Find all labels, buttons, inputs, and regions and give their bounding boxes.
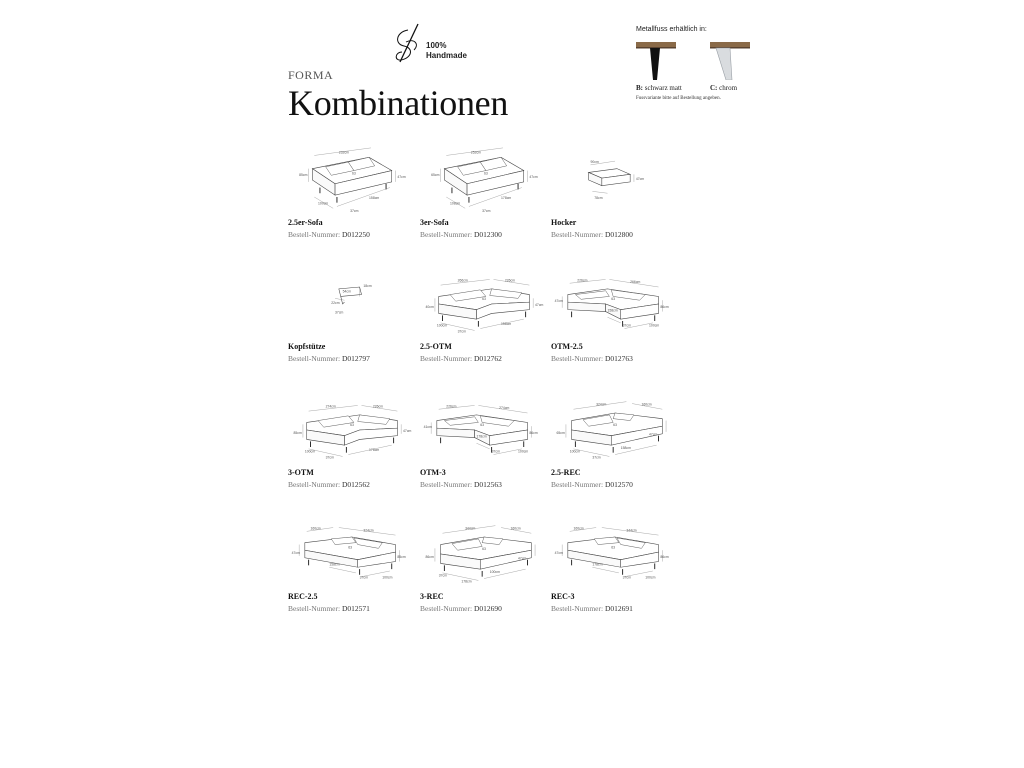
- dimension-label: 37cm: [457, 329, 466, 334]
- dimension-label: 100cm: [436, 323, 448, 328]
- dimension-label: 100cm: [645, 575, 656, 580]
- dimension-label: 344cm: [465, 526, 476, 531]
- order-number-code: D012300: [473, 230, 502, 239]
- dimension-label: 47cm: [397, 175, 406, 180]
- leg-b-name: schwarz matt: [644, 84, 682, 92]
- order-number-line: [551, 604, 633, 613]
- dimension-label: 252cm: [470, 150, 482, 155]
- sofa-diagram: [420, 270, 550, 338]
- combination-name: 3-REC: [420, 592, 444, 601]
- dimension-label: 178cm: [592, 562, 603, 567]
- dimension-label: 18cm: [363, 284, 372, 288]
- combination-item: [288, 146, 418, 256]
- dimension-label: 344cm: [626, 528, 637, 533]
- needle-thread-icon: [392, 22, 426, 66]
- order-number-code: D012250: [341, 230, 370, 239]
- dimension-label: 158cm: [369, 195, 380, 200]
- dimension-label: 63: [611, 545, 616, 550]
- order-number-line: [288, 230, 370, 239]
- sofa-diagram: [288, 396, 418, 464]
- dimension-label: 90cm: [590, 160, 599, 164]
- dimension-label: 100cm: [382, 575, 393, 580]
- order-number-label: Bestell-Nummer:: [288, 354, 341, 363]
- order-number-code: D012690: [473, 604, 502, 613]
- dimension-label: 47cm: [291, 551, 300, 555]
- order-number-line: [420, 230, 502, 239]
- dimension-label: 226cm: [372, 404, 384, 409]
- order-number-label: Bestell-Nummer:: [288, 230, 341, 239]
- handmade-line1: 100%: [426, 41, 447, 50]
- order-number-label: Bestell-Nummer:: [551, 480, 604, 489]
- dimension-label: 37cm: [592, 455, 601, 460]
- dimension-label: 324cm: [363, 528, 374, 533]
- dimension-label: 100cm: [569, 449, 580, 454]
- order-number-label: Bestell-Nummer:: [551, 230, 604, 239]
- combination-name: 3-OTM: [288, 468, 314, 477]
- combination-name: OTM-3: [420, 468, 446, 477]
- order-number-line: [288, 480, 370, 489]
- dimension-label: 274cm: [499, 406, 510, 411]
- dimension-label: 63: [350, 423, 354, 428]
- dimension-label: 86cm: [425, 554, 434, 559]
- combination-name: REC-3: [551, 592, 575, 601]
- combination-name: Hocker: [551, 218, 577, 227]
- handmade-text: [426, 41, 467, 61]
- combination-name: 2.5-REC: [551, 468, 581, 477]
- handmade-line2: Handmade: [426, 51, 467, 60]
- order-number-label: Bestell-Nummer:: [288, 604, 341, 613]
- dimension-label: 37cm: [622, 575, 631, 580]
- combination-item: [420, 520, 550, 630]
- order-number-code: D012571: [341, 604, 370, 613]
- order-number-code: D012763: [604, 354, 633, 363]
- dimension-label: 37cm: [359, 575, 368, 580]
- order-number-code: D012800: [604, 230, 633, 239]
- dimension-label: 47cm: [649, 432, 658, 437]
- order-number-label: Bestell-Nummer:: [288, 480, 341, 489]
- order-number-line: [551, 480, 633, 489]
- sofa-diagram: [288, 270, 418, 338]
- dimension-label: 178cm: [369, 447, 380, 452]
- order-number-line: [551, 230, 633, 239]
- dimension-label: 63: [611, 297, 616, 302]
- dimension-label: 37cm: [491, 449, 500, 454]
- sofa-diagram: [551, 396, 681, 464]
- combination-name: 2.5er-Sofa: [288, 218, 323, 227]
- leg-option-c: [710, 84, 737, 92]
- combination-item: [288, 270, 418, 380]
- dimension-label: 37cm: [350, 209, 359, 214]
- combination-item: [420, 396, 550, 506]
- dimension-label: 65cm: [556, 430, 565, 435]
- leg-c-code: C:: [710, 84, 718, 92]
- order-number-code: D012562: [341, 480, 370, 489]
- order-number-line: [288, 604, 370, 613]
- dimension-label: 158cm: [329, 562, 340, 567]
- dimension-label: 86cm: [660, 554, 669, 559]
- combination-item: [551, 520, 681, 630]
- dimension-label: 160cm: [310, 526, 321, 531]
- dimension-label: 158cm: [607, 308, 618, 313]
- sofa-diagram: [551, 270, 681, 338]
- order-number-label: Bestell-Nummer:: [551, 354, 604, 363]
- legs-note: Fussvariante bitte auf Bestellung angeben.: [636, 96, 721, 101]
- combination-item: [288, 396, 418, 506]
- combination-name: 3er-Sofa: [420, 218, 449, 227]
- order-number-line: [551, 354, 633, 363]
- dimension-label: 54cm: [342, 289, 351, 294]
- sofa-diagram: [420, 146, 550, 214]
- dimension-label: 63: [352, 171, 356, 176]
- dimension-label: 100cm: [318, 201, 329, 206]
- combination-item: [551, 270, 681, 380]
- dimension-label: 266cm: [457, 278, 468, 283]
- combination-name: 2.5-OTM: [420, 342, 452, 351]
- dimension-label: 178cm: [501, 195, 512, 200]
- dimension-label: 178cm: [476, 434, 487, 439]
- combination-name: REC-2.5: [288, 592, 318, 601]
- dimension-label: 274cm: [325, 404, 336, 409]
- dimension-label: 85cm: [299, 173, 308, 178]
- series-name: FORMA: [288, 68, 334, 82]
- combination-item: [420, 146, 550, 256]
- dimension-label: 37cm: [622, 323, 631, 328]
- order-number-code: D012762: [473, 354, 502, 363]
- order-number-code: D012691: [604, 604, 633, 613]
- order-number-label: Bestell-Nummer:: [420, 230, 473, 239]
- dimension-label: 232cm: [338, 150, 350, 155]
- dimension-label: 41cm: [423, 425, 432, 430]
- dimension-label: 85cm: [293, 430, 302, 435]
- order-number-label: Bestell-Nummer:: [551, 604, 604, 613]
- dimension-label: 63: [484, 171, 488, 176]
- chrome-leg-icon: [710, 40, 750, 80]
- dimension-label: 63: [613, 423, 617, 428]
- dimension-label: 266cm: [630, 280, 641, 285]
- dimension-label: 86cm: [660, 304, 669, 309]
- dimension-label: 47cm: [554, 551, 563, 555]
- order-number-label: Bestell-Nummer:: [420, 480, 473, 489]
- dimension-label: 37cm: [335, 310, 344, 315]
- sofa-diagram: [288, 146, 418, 214]
- dimension-label: 47cm: [529, 175, 538, 180]
- order-number-code: D012570: [604, 480, 633, 489]
- dimension-label: 160cm: [641, 402, 652, 407]
- handmade-logo: [392, 22, 492, 70]
- dimension-label: 226cm: [504, 278, 516, 283]
- combination-item: [551, 146, 681, 256]
- dimension-label: 40cm: [425, 304, 434, 309]
- dimension-label: 63: [348, 545, 353, 550]
- order-number-label: Bestell-Nummer:: [420, 354, 473, 363]
- page-title: Kombinationen: [288, 83, 509, 123]
- combination-item: [288, 520, 418, 630]
- dimension-label: 158cm: [620, 445, 631, 450]
- sofa-diagram: [420, 520, 550, 588]
- black-leg-shape: [650, 48, 660, 80]
- dimension-label: 108cm: [450, 201, 461, 206]
- dimension-label: 78cm: [594, 195, 603, 200]
- leg-options: [636, 26, 786, 116]
- dimension-label: 160cm: [510, 526, 521, 531]
- dimension-label: 22cm: [331, 301, 340, 305]
- order-number-code: D012797: [341, 354, 370, 363]
- legs-heading: Metallfuss erhältlich in:: [636, 26, 707, 33]
- dimension-label: 65cm: [431, 173, 440, 178]
- dimension-label: 158cm: [501, 321, 512, 326]
- combination-name: Kopfstütze: [288, 342, 326, 351]
- order-number-label: Bestell-Nummer:: [420, 604, 473, 613]
- combination-item: [551, 396, 681, 506]
- leg-option-b: [636, 84, 682, 92]
- dimension-label: 100cm: [518, 449, 529, 454]
- dimension-label: 100cm: [489, 569, 500, 574]
- dimension-label: 63: [482, 297, 486, 302]
- order-number-code: D012563: [473, 480, 502, 489]
- dimension-label: 47cm: [403, 428, 412, 433]
- dimension-label: 178cm: [461, 579, 472, 584]
- dimension-label: 226cm: [577, 278, 588, 283]
- dimension-label: 63: [480, 423, 485, 428]
- sofa-diagram: [551, 520, 681, 588]
- dimension-label: 100cm: [304, 449, 316, 454]
- order-number-line: [420, 480, 502, 489]
- dimension-label: 47cm: [635, 177, 645, 181]
- leg-b-code: B:: [636, 84, 643, 92]
- dimension-label: 47cm: [535, 302, 544, 307]
- order-number-line: [288, 354, 370, 363]
- sofa-diagram: [420, 396, 550, 464]
- combination-name: OTM-2.5: [551, 342, 583, 351]
- order-number-line: [420, 604, 502, 613]
- dimension-label: 47cm: [518, 556, 527, 561]
- dimension-label: 160cm: [573, 526, 584, 531]
- black-leg-icon: [636, 40, 676, 80]
- dimension-label: 63: [482, 547, 486, 552]
- dimension-label: 37cm: [325, 455, 334, 460]
- combination-item: [420, 270, 550, 380]
- dimension-label: 37cm: [438, 573, 448, 578]
- dimension-label: 226cm: [446, 404, 457, 409]
- dimension-label: 37cm: [482, 209, 491, 214]
- sofa-diagram: [288, 520, 418, 588]
- sofa-diagram: [551, 146, 681, 214]
- chrome-leg-shape: [716, 48, 732, 80]
- dimension-label: 86cm: [529, 430, 538, 435]
- order-number-line: [420, 354, 502, 363]
- leg-c-name: chrom: [719, 84, 738, 92]
- dimension-label: 100cm: [649, 323, 660, 328]
- dimension-label: 324cm: [596, 402, 607, 407]
- dimension-label: 47cm: [554, 299, 563, 304]
- dimension-label: 85cm: [397, 554, 406, 559]
